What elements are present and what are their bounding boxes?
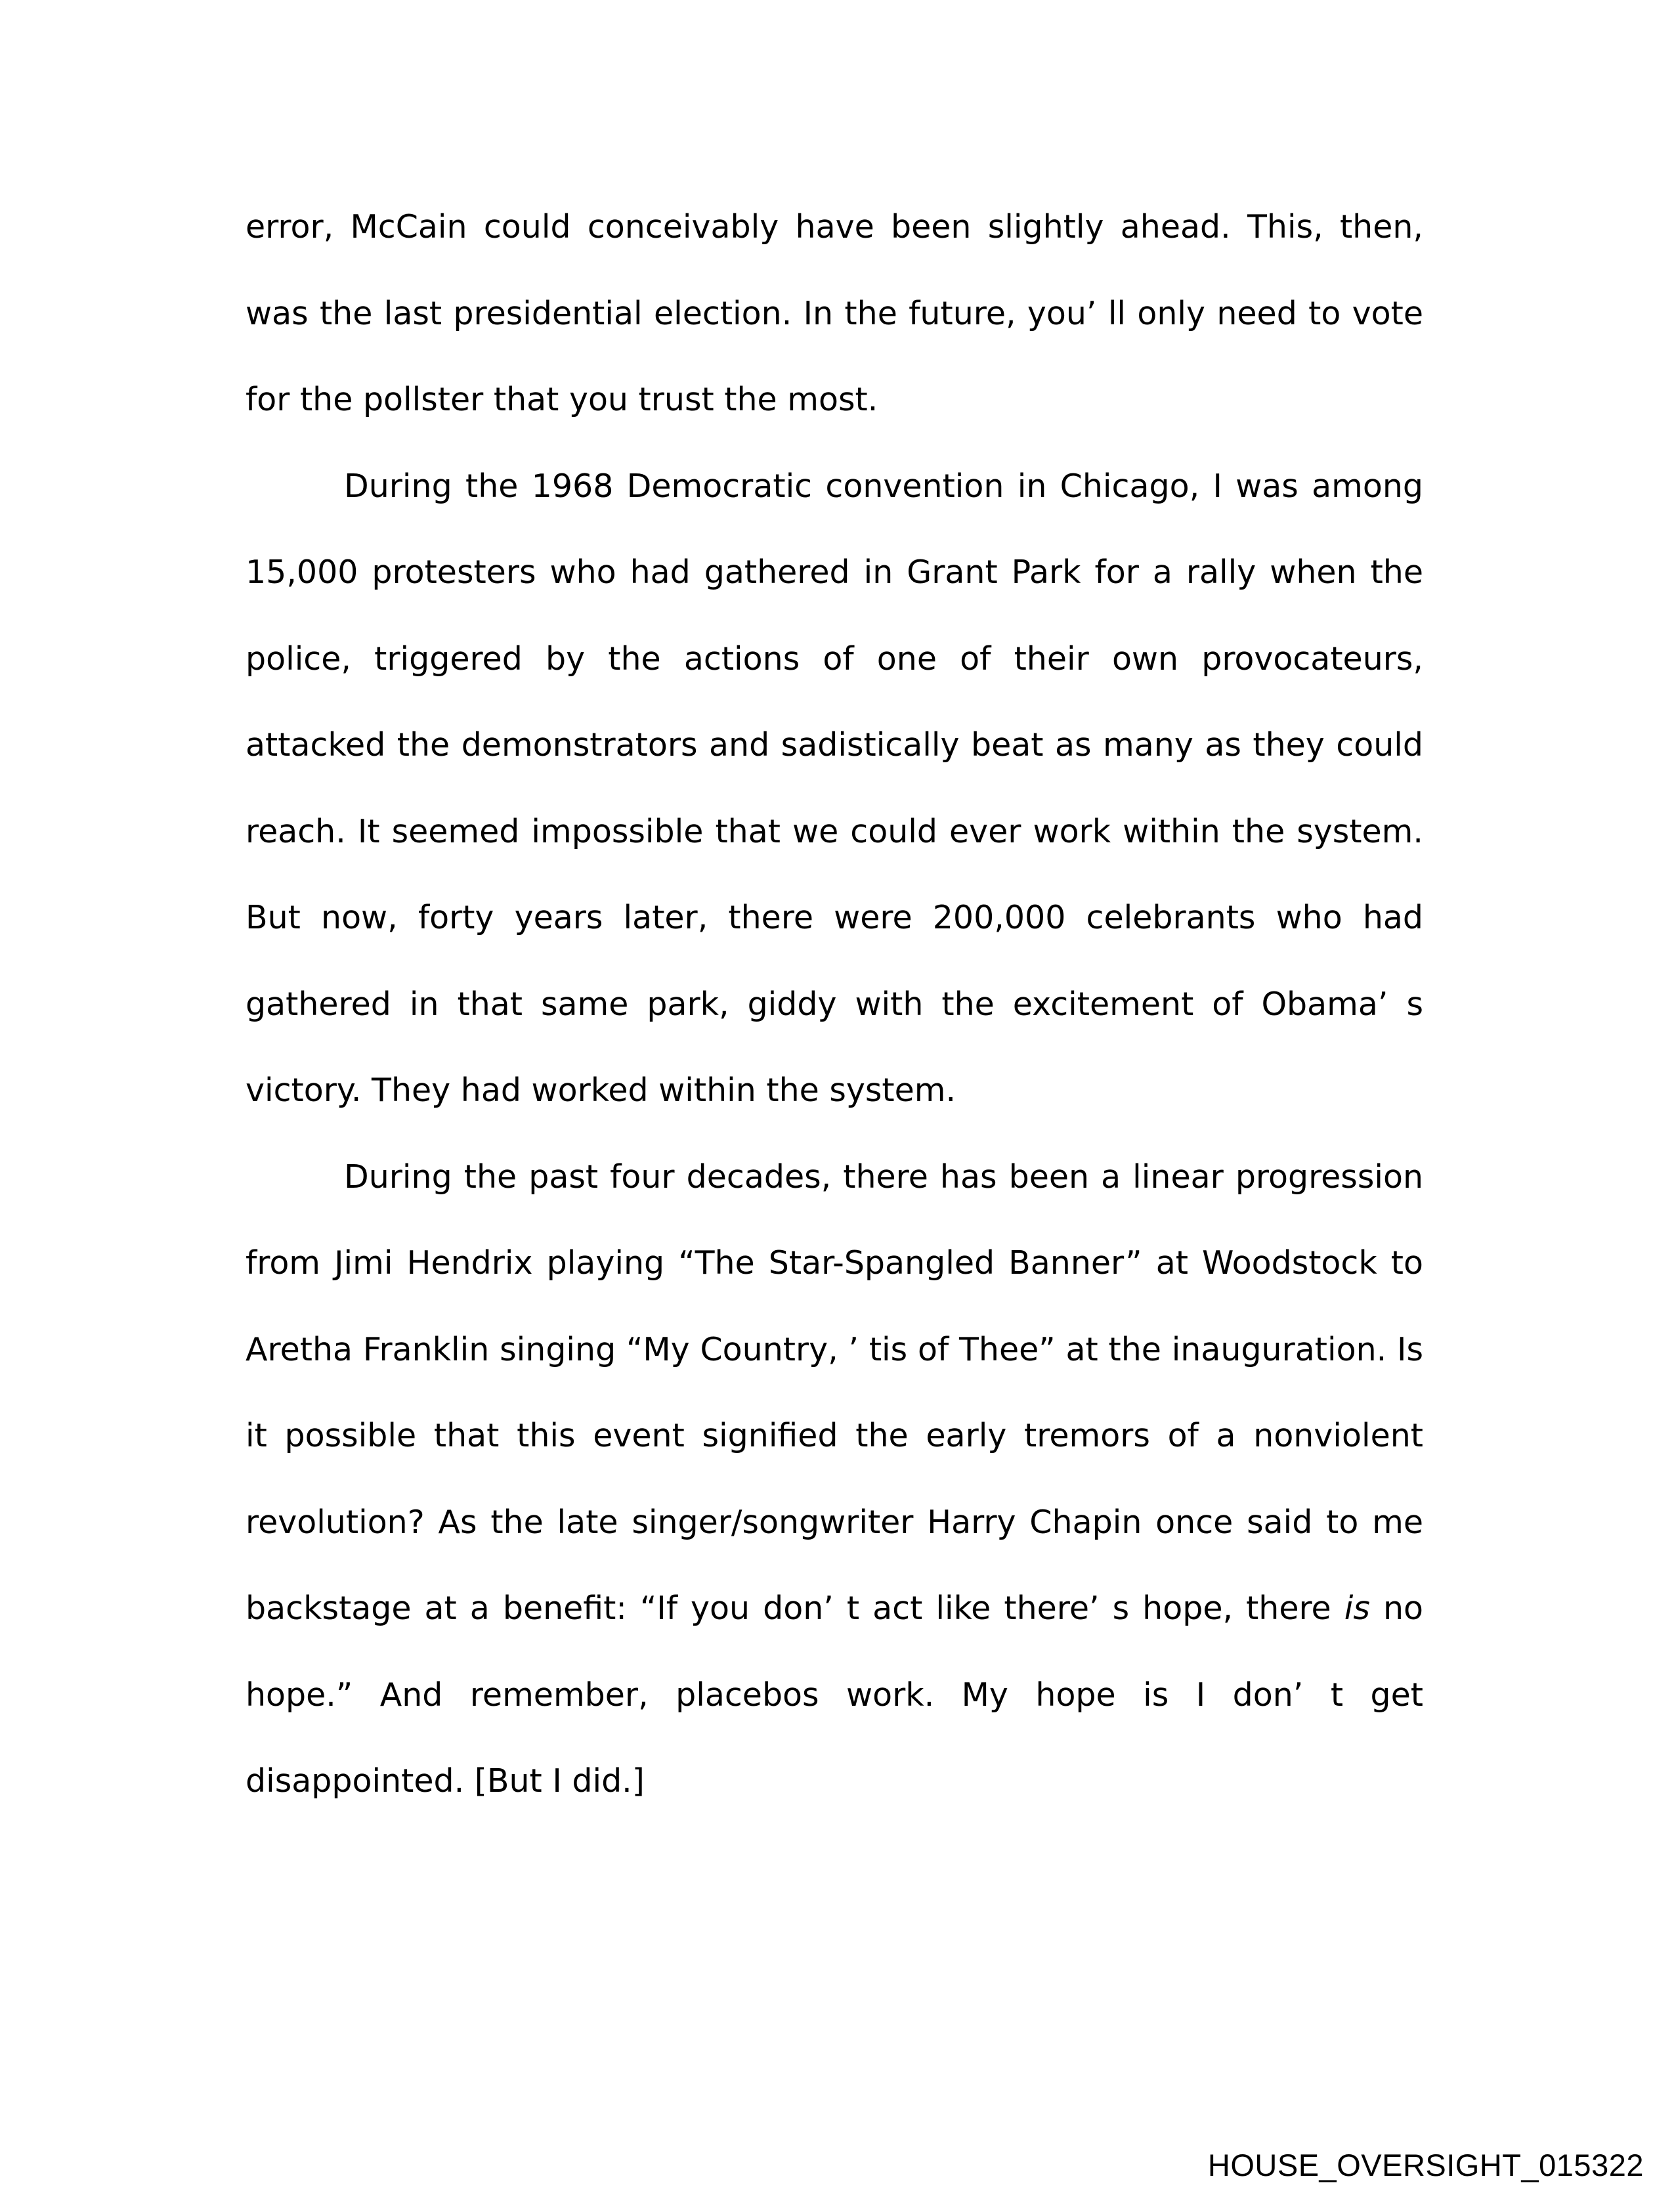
paragraph-3-text-b: no hope.” And remember, placebos work. My hope is I don’ t get disappointed. [But I did.] <box>246 1590 1423 1800</box>
paragraph-3-emphasis: is <box>1344 1590 1370 1627</box>
bates-number: HOUSE_OVERSIGHT_015322 <box>1207 2148 1644 2182</box>
paragraph-3-text-a: During the past four decades, there has been a linear progression from Jimi Hendrix playing “The Star-Spangled Banner” at Woodstock to Aretha Franklin singing “My Country, ’ tis of Thee” at the inauguration. Is it possible that this event signified the early tremors of a nonviolent revolution? As the late singer/songwriter Harry Chapin once said to me backstage at a benefit: “If you don’ t act like there’ s hope, there <box>246 1158 1423 1627</box>
paragraph-3 <box>246 1134 1423 1825</box>
paragraph-2: During the 1968 Democratic convention in Chicago, I was among 15,000 protesters who had gathered in Grant Park for a rally when the police, triggered by the actions of one of their own provocateurs, attacked the demonstrators and sadistically beat as many as they could reach. It seemed impossible that we could ever work within the system. But now, forty years later, there were 200,000 celebrants who had gathered in that same park, giddy with the excitement of Obama’ s victory. They had worked within the system. <box>246 467 1423 1109</box>
body-text <box>246 184 1423 1825</box>
paragraph-1: error, McCain could conceivably have been slightly ahead. This, then, was the last presidential election. In the future, you’ ll only need to vote for the pollster that you trust the most. <box>246 208 1423 418</box>
